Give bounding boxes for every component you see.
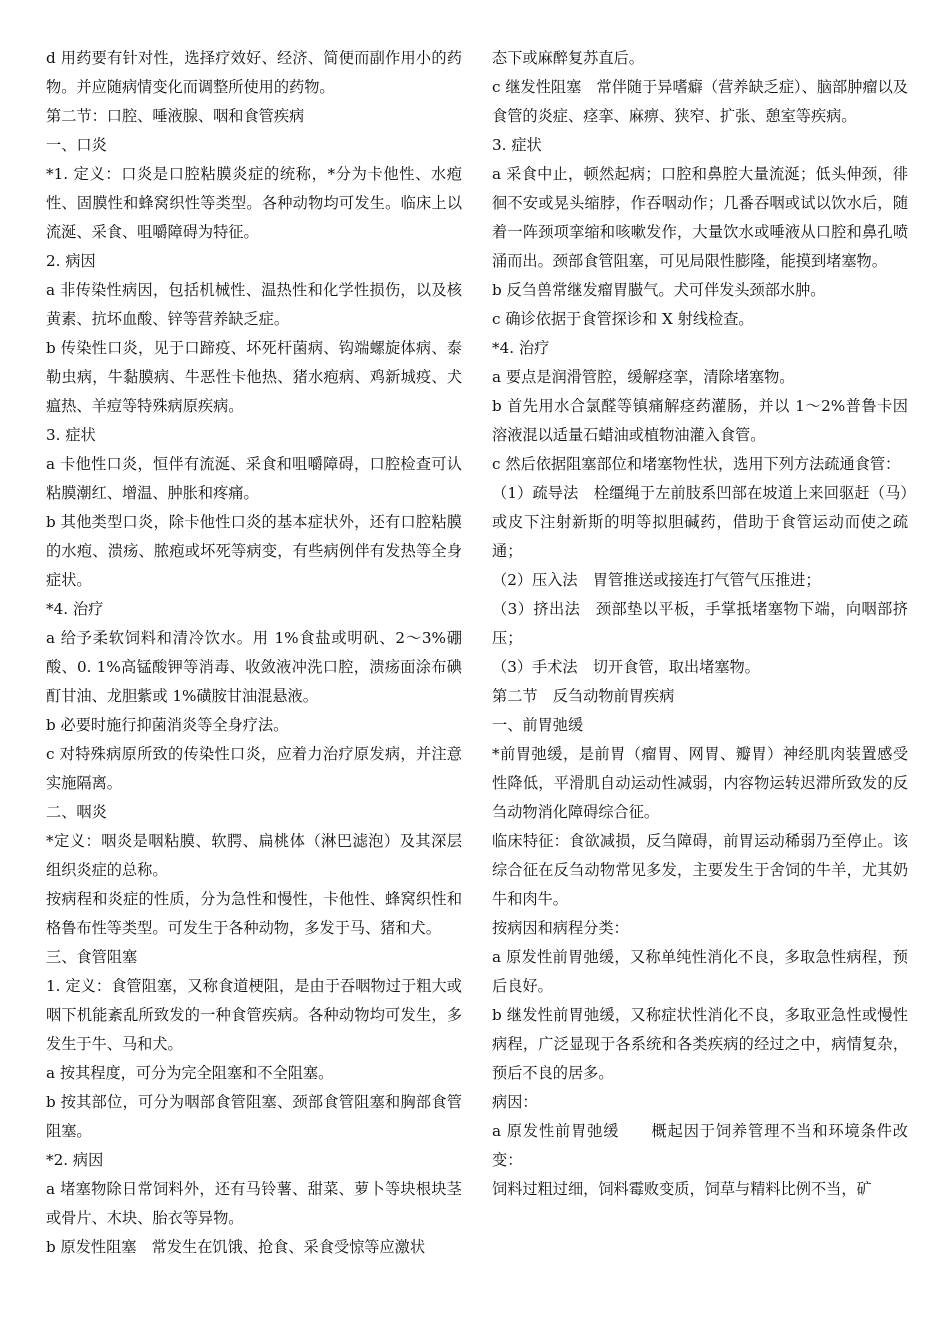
paragraph: （1）疏导法 栓缰绳于左前肢系凹部在坡道上来回驱赶（马）或皮下注射新斯的明等拟胆碱药，借助于食管运动而使之疏通；: [492, 484, 908, 560]
paragraph: a 原发性前胃弛缓 概起因于饲养管理不当和环境条件改变：: [492, 1122, 908, 1169]
paragraph: 按病因和病程分类：: [492, 919, 629, 937]
left-column: [46, 44, 462, 1262]
section-heading: 第二节 反刍动物前胃疾病: [492, 687, 675, 705]
paragraph: b 继发性前胃弛缓，又称症状性消化不良，多取亚急性或慢性病程，广泛显现于各系统和各类疾病的经过之中，病情复杂，预后不良的居多。: [492, 1006, 908, 1082]
subsection-heading: 二、咽炎: [46, 803, 107, 821]
item-heading: 3. 症状: [492, 136, 542, 154]
paragraph: b 按其部位，可分为咽部食管阻塞、颈部食管阻塞和胸部食管阻塞。: [46, 1093, 462, 1140]
paragraph: 饲料过粗过细，饲料霉败变质，饲草与精料比例不当，矿: [492, 1180, 872, 1198]
subsection-heading: 一、口炎: [46, 136, 107, 154]
paragraph: 病因：: [492, 1093, 538, 1111]
item-heading: 3. 症状: [46, 426, 96, 444]
paragraph: （3）挤出法 颈部垫以平板，手掌抵堵塞物下端，向咽部挤压；: [492, 600, 908, 647]
paragraph: 1. 定义：食管阻塞，又称食道梗阻，是由于吞咽物过于粗大或咽下机能紊乱所致发的一种食管疾病。各种动物均可发生，多发生于牛、马和犬。: [46, 977, 462, 1053]
paragraph: *前胃弛缓，是前胃（瘤胃、网胃、瓣胃）神经肌肉装置感受性降低，平滑肌自动运动性减弱，内容物运转迟滞所致发的反刍动物消化障碍综合征。: [492, 745, 908, 821]
paragraph: *1. 定义：口炎是口腔粘膜炎症的统称，*分为卡他性、水疱性、固膜性和蜂窝织性等类型。各种动物均可发生。临床上以流涎、采食、咀嚼障碍为特征。: [46, 165, 462, 241]
paragraph: 临床特征：食欲减损，反刍障碍，前胃运动稀弱乃至停止。该综合征在反刍动物常见多发，主要发生于舍饲的牛羊，尤其奶牛和肉牛。: [492, 832, 908, 908]
paragraph: c 确诊依据于食管探诊和 X 射线检查。: [492, 310, 754, 328]
paragraph: 按病程和炎症的性质，分为急性和慢性，卡他性、蜂窝织性和格鲁布性等类型。可发生于各种动物，多发于马、猪和犬。: [46, 890, 462, 937]
paragraph: b 首先用水合氯醛等镇痛解痉药灌肠，并以 1～2%普鲁卡因溶液混以适量石蜡油或植物油灌入食管。: [492, 397, 908, 444]
paragraph: a 原发性前胃弛缓，又称单纯性消化不良，多取急性病程，预后良好。: [492, 948, 908, 995]
item-heading: *2. 病因: [46, 1151, 104, 1169]
paragraph: c 对特殊病原所致的传染性口炎，应着力治疗原发病，并注意实施隔离。: [46, 745, 462, 792]
section-heading: 第二节：口腔、唾液腺、咽和食管疾病: [46, 107, 305, 125]
paragraph: a 堵塞物除日常饲料外，还有马铃薯、甜菜、萝卜等块根块茎或骨片、木块、胎衣等异物。: [46, 1180, 462, 1227]
paragraph: a 给予柔软饲料和清冷饮水。用 1%食盐或明矾、2～3%硼酸、0. 1%高锰酸钾等消毒、收敛液冲洗口腔，溃疡面涂布碘酊甘油、龙胆紫或 1%磺胺甘油混悬液。: [46, 629, 462, 705]
paragraph: a 要点是润滑管腔，缓解痉挛，清除堵塞物。: [492, 368, 795, 386]
paragraph: b 必要时施行抑菌消炎等全身疗法。: [46, 716, 289, 734]
paragraph: a 卡他性口炎，恒伴有流涎、采食和咀嚼障碍，口腔检查可认粘膜潮红、增温、肿胀和疼痛。: [46, 455, 462, 502]
paragraph: b 原发性阻塞 常发生在饥饿、抢食、采食受惊等应激状: [46, 1238, 426, 1256]
item-heading: *4. 治疗: [46, 600, 104, 618]
paragraph: c 然后依据阻塞部位和堵塞物性状，选用下列方法疏通食管：: [492, 455, 901, 473]
paragraph: a 采食中止，顿然起病；口腔和鼻腔大量流涎；低头伸颈，徘徊不安或晃头缩脖，作吞咽动作；几番吞咽或试以饮水后，随着一阵颈项挛缩和咳嗽发作，大量饮水或唾液从口腔和鼻孔喷涌而出。颈部食管阻塞，可见局限性膨隆，能摸到堵塞物。: [492, 165, 908, 270]
paragraph: b 反刍兽常继发瘤胃臌气。犬可伴发头颈部水肿。: [492, 281, 826, 299]
item-heading: *4. 治疗: [492, 339, 550, 357]
subsection-heading: 一、前胃弛缓: [492, 716, 584, 734]
paragraph: *定义：咽炎是咽粘膜、软腭、扁桃体（淋巴滤泡）及其深层组织炎症的总称。: [46, 832, 462, 879]
paragraph: a 非传染性病因，包括机械性、温热性和化学性损伤，以及核黄素、抗坏血酸、锌等营养缺乏症。: [46, 281, 462, 328]
item-heading: 2. 病因: [46, 252, 96, 270]
paragraph: a 按其程度，可分为完全阻塞和不全阻塞。: [46, 1064, 334, 1082]
paragraph: b 传染性口炎，见于口蹄疫、坏死杆菌病、钩端螺旋体病、泰勒虫病，牛黏膜病、牛恶性卡他热、猪水疱病、鸡新城疫、犬瘟热、羊痘等特殊病原疾病。: [46, 339, 462, 415]
paragraph: 态下或麻醉复苏直后。: [492, 49, 644, 67]
paragraph: （3）手术法 切开食管，取出堵塞物。: [492, 658, 760, 676]
paragraph: （2）压入法 胃管推送或接连打气管气压推进；: [492, 571, 821, 589]
paragraph: c 继发性阻塞 常伴随于异嗜癖（营养缺乏症）、脑部肿瘤以及食管的炎症、痉挛、麻痹、狭窄、扩张、憩室等疾病。: [492, 78, 908, 125]
subsection-heading: 三、食管阻塞: [46, 948, 138, 966]
paragraph: b 其他类型口炎，除卡他性口炎的基本症状外，还有口腔粘膜的水疱、溃疡、脓疱或坏死等病变，有些病例伴有发热等全身症状。: [46, 513, 462, 589]
right-column: [492, 44, 908, 1204]
paragraph: d 用药要有针对性，选择疗效好、经济、简便而副作用小的药物。并应随病情变化而调整所使用的药物。: [46, 49, 462, 96]
